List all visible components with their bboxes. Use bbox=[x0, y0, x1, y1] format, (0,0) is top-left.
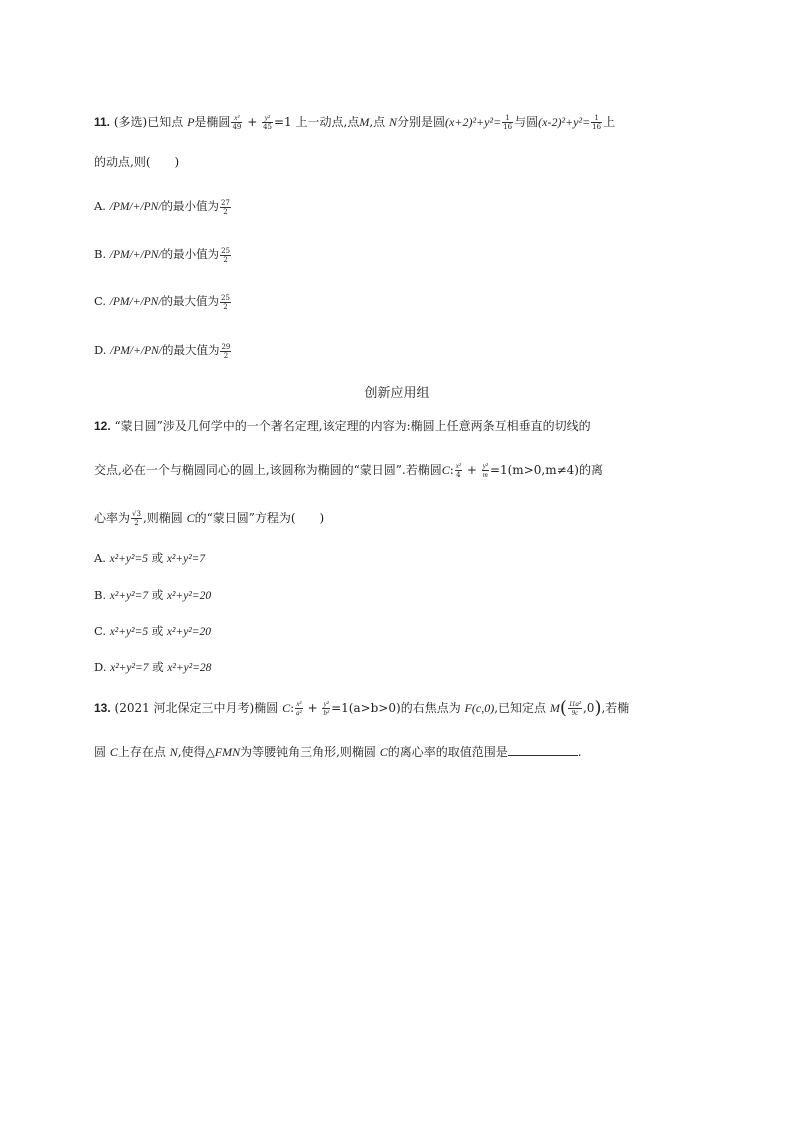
q12-text: 交点,必在一个与椭圆同心的圆上,该圆称为椭圆的“蒙日圆”.若椭圆 bbox=[94, 463, 442, 477]
fraction: $\frac{\text{11a²}}{9c}$ bbox=[568, 700, 581, 717]
q13-text: =1(a>b>0)的右焦点为 bbox=[331, 701, 461, 715]
q13-stem-line1: 13. (2021 河北保定三中月考)椭圆 C: $\frac{\text{x²}}{\text{a²}}$ + $\frac{\text{y²}}{\text{b²}}$ =1(a>b>0)的右焦点为 F(c,0),已知定点 M( $\frac{\text{11a²}}{9c}$ ,0),若椭 bbox=[94, 697, 630, 719]
circle-equation: (x-2)²+y²= bbox=[538, 115, 591, 129]
q13-text: 上存在点 bbox=[117, 745, 166, 759]
q13-text: 的离心率的取值范围是 bbox=[387, 745, 508, 759]
q11-text: 的动点,则( ) bbox=[94, 155, 180, 169]
q13-text: 为等腰钝角三角形,则椭圆 bbox=[240, 745, 376, 759]
option-letter: C. bbox=[94, 624, 107, 638]
option-letter: B. bbox=[94, 588, 107, 602]
option-expr: /PM/+/PN/ bbox=[110, 345, 162, 357]
ellipse-c: C bbox=[441, 463, 450, 477]
point-m: M bbox=[359, 115, 370, 129]
q11-text: 上 bbox=[603, 115, 616, 129]
q12-text: “蒙日圆”涉及几何学中的一个著名定理,该定理的内容为:椭圆上任意两条互相垂直的切线的 bbox=[114, 419, 591, 433]
q11-text: ,点 bbox=[369, 115, 386, 129]
answer-blank[interactable] bbox=[508, 744, 578, 756]
q13-text: 圆 bbox=[94, 745, 107, 759]
option-or: 或 bbox=[151, 551, 164, 565]
point-p: P bbox=[187, 115, 195, 129]
option-eq: x²+y²=28 bbox=[167, 662, 212, 674]
option-letter: A. bbox=[94, 199, 106, 213]
point-m: M bbox=[549, 701, 560, 715]
q12-option-c[interactable] bbox=[94, 621, 211, 642]
q11-option-a[interactable] bbox=[94, 196, 232, 217]
option-eq: x²+y²=5 bbox=[109, 553, 148, 565]
plus-sign: + bbox=[307, 701, 318, 715]
option-eq: x²+y²=5 bbox=[109, 626, 149, 638]
q13-text: ,0 bbox=[582, 701, 595, 715]
fraction: $\frac{29}{2}$ bbox=[221, 342, 231, 360]
q12-stem-line3 bbox=[94, 508, 324, 528]
q12-text: 的“蒙日圆”方程为( ) bbox=[194, 511, 325, 525]
q12-stem-line1 bbox=[94, 416, 591, 436]
q12-number: 12. bbox=[94, 419, 111, 433]
section-title: 创新应用组 bbox=[364, 386, 430, 401]
option-text: 的最大值为 bbox=[161, 343, 220, 357]
q13-source: (2021 河北保定三中月考) bbox=[114, 701, 255, 715]
fraction: $\frac{27}{2}$ bbox=[220, 198, 230, 216]
q13-text: ,使得△ bbox=[177, 745, 215, 759]
q13-stem-line2 bbox=[94, 742, 582, 762]
q12-text: ,则椭圆 bbox=[142, 511, 183, 525]
q12-option-a[interactable] bbox=[94, 548, 205, 569]
fraction: $\frac{1}{16}$ bbox=[503, 114, 513, 131]
equation-part: =1 bbox=[274, 115, 292, 129]
option-or: 或 bbox=[151, 588, 164, 602]
fraction: $\frac{25}{2}$ bbox=[221, 246, 231, 264]
option-eq: x²+y²=7 bbox=[110, 662, 149, 674]
point-n: N bbox=[169, 745, 178, 759]
point-n: N bbox=[389, 115, 398, 129]
option-text: 的最小值为 bbox=[161, 199, 219, 213]
option-expr: /PM/+/PN/ bbox=[109, 296, 162, 308]
q12-option-d[interactable] bbox=[94, 657, 211, 678]
q12-text: 心率为 bbox=[94, 511, 131, 525]
q11-option-c[interactable] bbox=[94, 291, 232, 312]
fraction: $\frac{\text{x²}}{4}$ bbox=[455, 462, 461, 479]
triangle-name: FMN bbox=[214, 745, 241, 759]
q11-tag: (多选) bbox=[113, 115, 148, 129]
option-text: 的最小值为 bbox=[161, 247, 220, 261]
ellipse-c: C bbox=[109, 745, 118, 759]
q11-text: 分别是圆 bbox=[397, 115, 446, 129]
circle-equation: (x+2)²+y²= bbox=[445, 115, 502, 129]
option-expr: /PM/+/PN/ bbox=[109, 249, 162, 261]
option-letter: A. bbox=[94, 551, 106, 565]
plus-sign: + bbox=[466, 463, 477, 477]
q13-number: 13. bbox=[94, 701, 111, 715]
option-letter: B. bbox=[94, 247, 107, 261]
fraction: $\frac{\text{y²}}{\text{b²}}$ bbox=[323, 700, 330, 717]
q12-stem-line2: 交点,必在一个与椭圆同心的圆上,该圆称为椭圆的“蒙日圆”.若椭圆C: $\frac{\text{x²}}{4}$ + $\frac{\text{y²}}{m}$ =1(m>0,m≠4)的离 bbox=[94, 462, 603, 479]
fraction: $\frac{\text{x²}}{\text{a²}}$ bbox=[296, 700, 302, 717]
focus-f: F(c,0) bbox=[464, 701, 495, 715]
q13-text: 椭圆 bbox=[254, 701, 279, 715]
ellipse-c: C bbox=[186, 511, 195, 525]
q11-option-b[interactable] bbox=[94, 244, 232, 265]
q11-option-d[interactable] bbox=[94, 340, 232, 361]
fraction: $\frac{25}{2}$ bbox=[221, 293, 230, 311]
option-letter: D. bbox=[94, 343, 107, 357]
q11-text: 与圆 bbox=[514, 115, 539, 129]
q11-stem-line2 bbox=[94, 152, 179, 172]
q13-text: ,已知定点 bbox=[494, 701, 547, 715]
fraction: $\frac{\text{y²}}{m}$ bbox=[482, 462, 488, 479]
ellipse-c: C bbox=[379, 745, 388, 759]
fraction: $\frac{\text{y²}}{45}$ bbox=[263, 114, 272, 131]
fraction: $\frac{√3}{2}$ bbox=[132, 510, 141, 527]
q12-text: =1(m>0,m≠4)的离 bbox=[489, 463, 603, 477]
fraction: $\frac{\text{x²}}{49}$ bbox=[232, 114, 242, 131]
q12-option-b[interactable] bbox=[94, 585, 211, 606]
option-text: 的最大值为 bbox=[161, 294, 220, 308]
option-letter: D. bbox=[94, 660, 107, 674]
option-expr: /PM/+/PN/ bbox=[109, 201, 162, 213]
q11-text: 上一动点,点 bbox=[295, 115, 360, 129]
ellipse-c: C bbox=[282, 701, 291, 715]
option-letter: C. bbox=[94, 294, 107, 308]
q13-text: . bbox=[577, 745, 582, 759]
plus-sign: + bbox=[247, 115, 258, 129]
option-or: 或 bbox=[151, 624, 164, 638]
q11-text: 是椭圆 bbox=[194, 115, 231, 129]
option-eq: x²+y²=7 bbox=[109, 590, 149, 602]
option-eq: x²+y²=20 bbox=[166, 590, 212, 602]
q11-number: 11. bbox=[94, 115, 111, 129]
option-eq: x²+y²=7 bbox=[166, 553, 206, 565]
fraction: $\frac{1}{16}$ bbox=[592, 114, 602, 131]
q11-text: 已知点 bbox=[147, 115, 184, 129]
q13-text: ,若椭 bbox=[601, 701, 630, 715]
option-eq: x²+y²=20 bbox=[166, 626, 212, 638]
q11-stem-line1 bbox=[94, 112, 615, 132]
option-or: 或 bbox=[152, 660, 164, 674]
